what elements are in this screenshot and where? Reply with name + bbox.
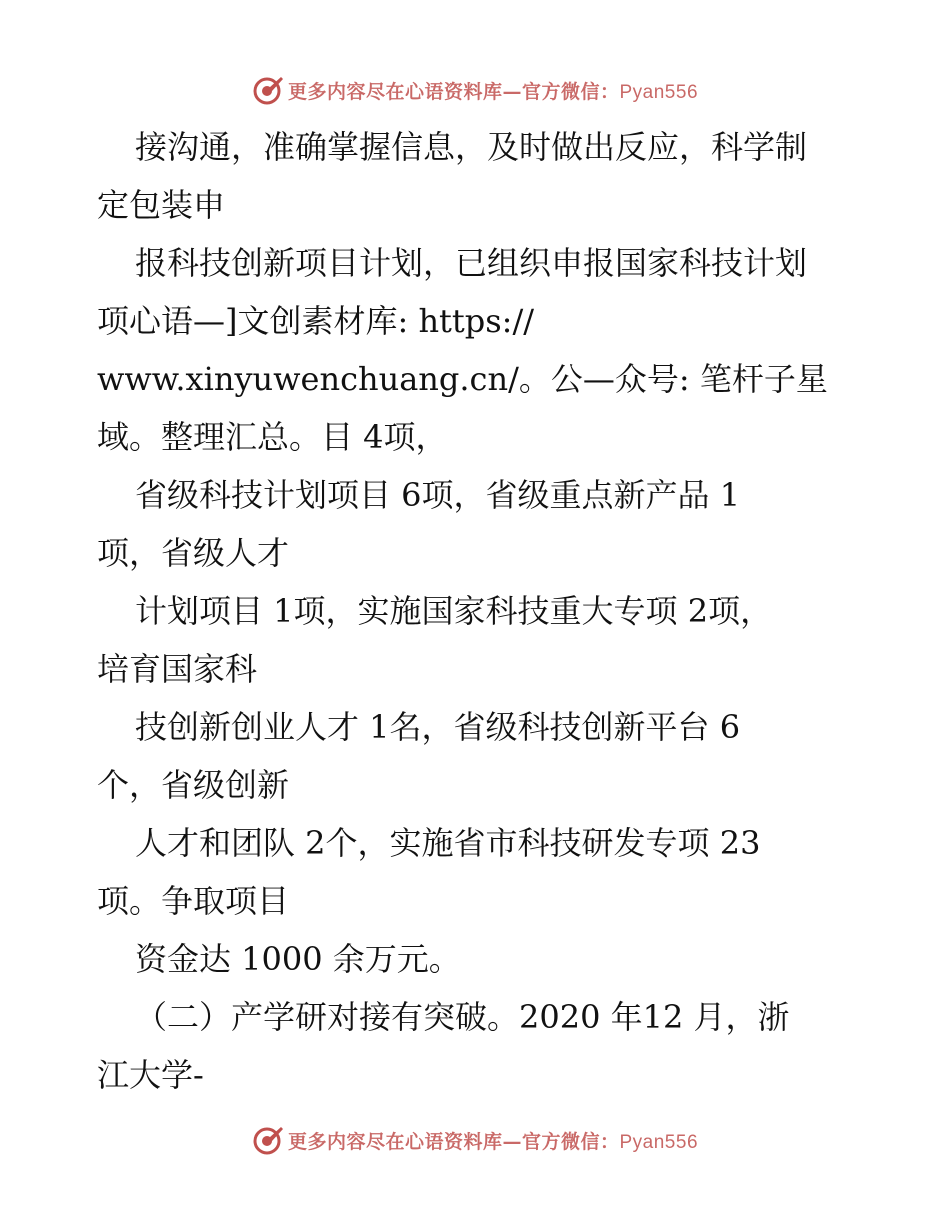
text-line: 定包装申: [97, 186, 226, 224]
text-line: 省级科技计划项目 6项，省级重点新产品 1: [135, 476, 741, 514]
text-line: 接沟通，准确掌握信息，及时做出反应，科学制: [135, 128, 808, 166]
watermark-text: 更多内容尽在心语资料库—官方微信：Pyan556: [287, 80, 699, 103]
seal-pen-icon: [252, 74, 284, 106]
text-line: 项，省级人才: [97, 534, 290, 572]
text-line: 人才和团队 2个，实施省市科技研发专项 23: [135, 824, 761, 862]
watermark-handle: Pyan556: [619, 1131, 699, 1153]
watermark-text: 更多内容尽在心语资料库—官方微信：Pyan556: [287, 1130, 699, 1153]
footer-watermark: [0, 1120, 950, 1160]
text-line: 个，省级创新: [97, 766, 290, 804]
seal-pen-icon: [252, 1124, 284, 1156]
text-line: 资金达 1000 余万元。: [135, 940, 461, 978]
text-line: 域。整理汇总。目 4项，: [97, 418, 448, 456]
text-line: 项。争取项目: [97, 882, 290, 920]
text-line: 计划项目 1项，实施国家科技重大专项 2项，: [135, 592, 773, 630]
text-line: www.xinyuwenchuang.cn/。公—众号: 笔杆子星: [97, 360, 828, 398]
watermark-handle: Pyan556: [619, 81, 699, 103]
text-line: 培育国家科: [97, 650, 258, 688]
text-line: 项心语—]文创素材库: https://: [97, 302, 535, 340]
text-line: 报科技创新项目计划，已组织申报国家科技计划: [135, 244, 808, 282]
text-line: 技创新创业人才 1名，省级科技创新平台 6: [135, 708, 741, 746]
text-line: （二）产学研对接有突破。2020 年12 月，浙: [135, 998, 790, 1036]
header-watermark: [0, 70, 950, 110]
text-line: 江大学-: [97, 1056, 204, 1094]
document-body: [97, 118, 867, 1104]
